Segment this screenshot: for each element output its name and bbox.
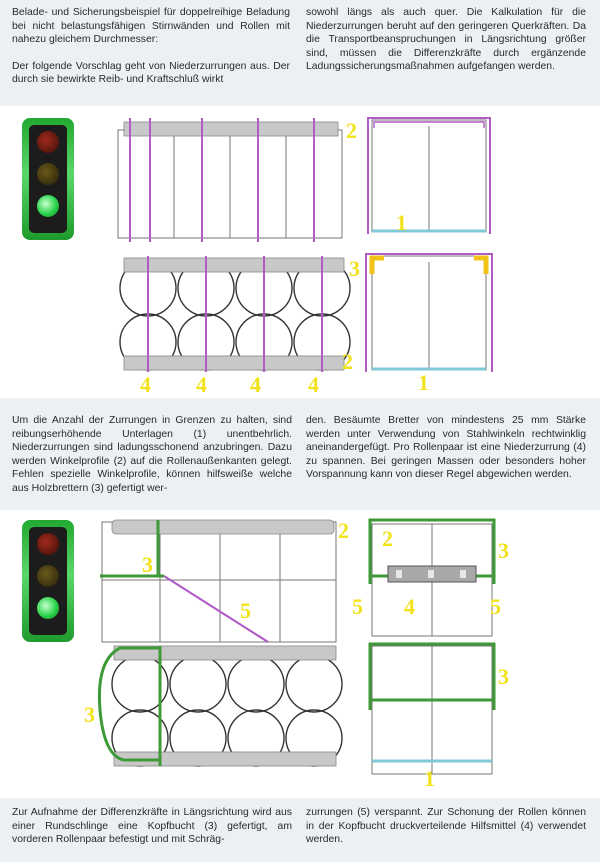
- front-view-lower: [366, 254, 492, 372]
- diagram-panel-2: [0, 510, 600, 798]
- diagram-panel-1: [0, 106, 600, 398]
- side-view-rolls: [120, 260, 350, 370]
- head-loop-side-view: [99, 648, 160, 760]
- angle-profile-top-2: [112, 520, 334, 534]
- middle-right-text: [306, 414, 586, 482]
- label-2-bottom: 2: [342, 349, 353, 374]
- label-1-lower: 1: [418, 370, 429, 395]
- bottom-left-paragraph: Zur Aufnahme der Differenzkräfte in Längsrichtung wird aus einer Rundschlinge eine Kopfbucht (3) gefertigt, am vorderen Rollenpaar befestigt und mit Schräg-: [12, 807, 292, 846]
- label-4-front: 4: [404, 594, 415, 619]
- diagonal-lashing-top-view: [164, 576, 268, 642]
- label-5-top-view: 5: [240, 598, 251, 623]
- top-view-rolls-2: [102, 522, 336, 642]
- label-3-top-view: 3: [142, 552, 153, 577]
- label-3-front-lower: 3: [498, 664, 509, 689]
- label-4-c: 4: [250, 372, 261, 397]
- middle-left-text: [12, 414, 292, 496]
- bottom-right-paragraph: zurrungen (5) verspannt. Zur Schonung der Rollen können in der Kopfbucht druckverteilende Hilfsmittel (4) verwendet werden.: [306, 807, 586, 846]
- label-3: 3: [349, 256, 360, 281]
- intro-right-text: [306, 6, 586, 74]
- side-view-rolls-2: [112, 656, 342, 766]
- front-view-upper: [368, 118, 490, 234]
- label-2-front-view: 2: [382, 526, 393, 551]
- top-view-rolls: [118, 130, 342, 238]
- angle-profile-top: [124, 122, 338, 136]
- label-5-front-right: 5: [490, 594, 501, 619]
- label-4-a: 4: [140, 372, 151, 397]
- angle-profile-side-bottom: [124, 356, 344, 370]
- label-1-front-lower: 1: [424, 766, 435, 791]
- label-2-top-view: 2: [338, 518, 349, 543]
- label-3-side-view: 3: [84, 702, 95, 727]
- intro-paragraph: Der folgende Vorschlag geht von Niederzurrungen aus. Der durch sie bewirkte Reib- und Kraftschluß wirkt: [12, 60, 290, 86]
- loading-diagram-2: [0, 510, 600, 798]
- bottom-right-text: [306, 806, 586, 847]
- middle-right-paragraph: den. Besäumte Bretter von mindestens 25 mm Stärke werden unter Verwendung von Stahlwinkeln rechtwinklig aneinandergefügt. Pro Rollenpaar ist eine Niederzurrung (4) zu spannen. Bei geringen Massen oder besonders hoher Vorspannung kann von dieser Regel abgewichen werden.: [306, 415, 586, 481]
- loading-diagram-1: [0, 106, 600, 398]
- bottom-left-text: [12, 806, 292, 847]
- lashing-straps-side-view: [148, 256, 322, 372]
- intro-heading-paragraph: Belade- und Sicherungsbeispiel für doppelreihige Beladung bei nicht belastungsfähigen Stirnwänden und Rollen mit nahezu gleichem Durchmesser:: [12, 7, 290, 46]
- label-3-front-upper: 3: [498, 538, 509, 563]
- front-view-lower-2: [370, 644, 494, 774]
- label-1-upper: 1: [396, 210, 407, 235]
- middle-left-paragraph: Um die Anzahl der Zurrungen in Grenzen zu halten, sind reibungserhöhende Unterlagen (1) unentbehrlich. Niederzurrungen sind ladungsschonend anzubringen. Dazu werden Winkelprofile (2) auf die Rollenaußenkanten gelegt. Fehlen spezielle Winkelprofile, können hilfsweiße welche aus Holzbrettern (3) gefertigt wer-: [12, 415, 292, 494]
- intro-right-paragraph: sowohl längs als auch quer. Die Kalkulation für die Niederzurrungen beruht auf den geringeren Querkräften. Da die Transportbeanspruchungen in Längsrichtung größer sind, müssen die Differenzkräfte durch ergänzende Ladungssicherungsmaßnahmen aufgefangen werden.: [306, 7, 586, 73]
- intro-left-text: [12, 6, 290, 87]
- label-2-top: 2: [346, 118, 357, 143]
- label-4-d: 4: [308, 372, 319, 397]
- label-4-b: 4: [196, 372, 207, 397]
- angle-profile-side-top: [124, 258, 344, 272]
- label-5-front-left: 5: [352, 594, 363, 619]
